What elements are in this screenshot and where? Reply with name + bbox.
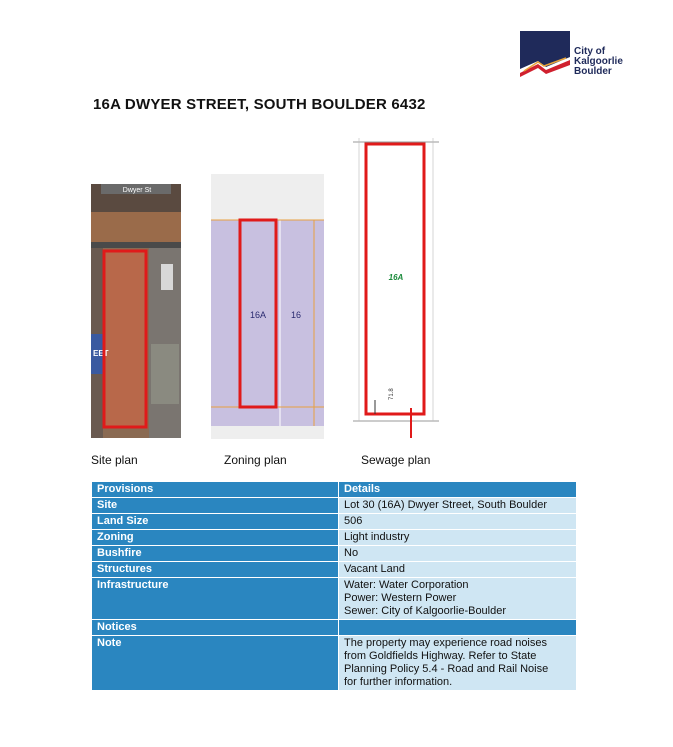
header-provisions: Provisions (92, 482, 339, 498)
site-plan-side-label: EET (93, 349, 109, 358)
row-key: Note (92, 636, 339, 691)
sewage-plan-map (353, 138, 439, 438)
site-plan-caption: Site plan (91, 453, 138, 467)
row-key: Structures (92, 562, 339, 578)
row-key: Land Size (92, 514, 339, 530)
infrastructure-water: Water: Water Corporation (344, 579, 469, 591)
row-key: Zoning (92, 530, 339, 546)
row-key: Infrastructure (92, 578, 339, 620)
sewage-plan-level-label: 71.8 (389, 388, 395, 400)
row-value: Light industry (339, 530, 577, 546)
logo-line-3: Boulder (574, 66, 612, 77)
row-key: Bushfire (92, 546, 339, 562)
logo-line-2: Kalgoorlie (574, 56, 623, 67)
note-line: Planning Policy 5.4 - Road and Rail Noise (344, 663, 549, 675)
note-line: The property may experience road noises (344, 637, 547, 649)
page-title: 16A DWYER STREET, SOUTH BOULDER 6432 (93, 96, 426, 113)
sewage-plan-caption: Sewage plan (361, 453, 431, 467)
section-notices: Notices (92, 620, 339, 636)
table-row (92, 530, 577, 546)
note-line: for further information. (344, 676, 453, 688)
zoning-plan-lot-label: 16A (249, 310, 267, 320)
table-row-infrastructure (92, 578, 577, 620)
infrastructure-power: Power: Western Power (344, 592, 457, 604)
row-value-infrastructure (339, 578, 577, 620)
city-logo-mark-icon (520, 31, 570, 81)
zoning-plan-neighbor-label: 16 (290, 310, 302, 320)
table-row (92, 498, 577, 514)
logo-line-1: City of (574, 46, 606, 57)
table-section-notices (92, 620, 577, 636)
row-value: Vacant Land (339, 562, 577, 578)
table-row (92, 546, 577, 562)
zoning-plan-caption: Zoning plan (224, 453, 287, 467)
note-line: from Goldfields Highway. Refer to State (344, 650, 537, 662)
site-plan-street-label: Dwyer St (122, 187, 152, 194)
section-notices-blank (339, 620, 577, 636)
site-plan-aerial-image (91, 184, 181, 438)
provisions-table (91, 481, 577, 691)
row-value-note (339, 636, 577, 691)
row-value: No (339, 546, 577, 562)
row-value: Lot 30 (16A) Dwyer Street, South Boulder (339, 498, 577, 514)
zoning-plan-map (211, 174, 324, 439)
table-row (92, 514, 577, 530)
sewage-plan-lot-label: 16A (388, 273, 404, 282)
row-value: 506 (339, 514, 577, 530)
city-logo-wordmark (574, 47, 623, 77)
infrastructure-sewer: Sewer: City of Kalgoorlie-Boulder (344, 605, 507, 617)
table-row (92, 562, 577, 578)
row-key: Site (92, 498, 339, 514)
table-header-row (92, 482, 577, 498)
city-logo (520, 31, 630, 83)
table-row-note (92, 636, 577, 691)
header-details: Details (339, 482, 577, 498)
